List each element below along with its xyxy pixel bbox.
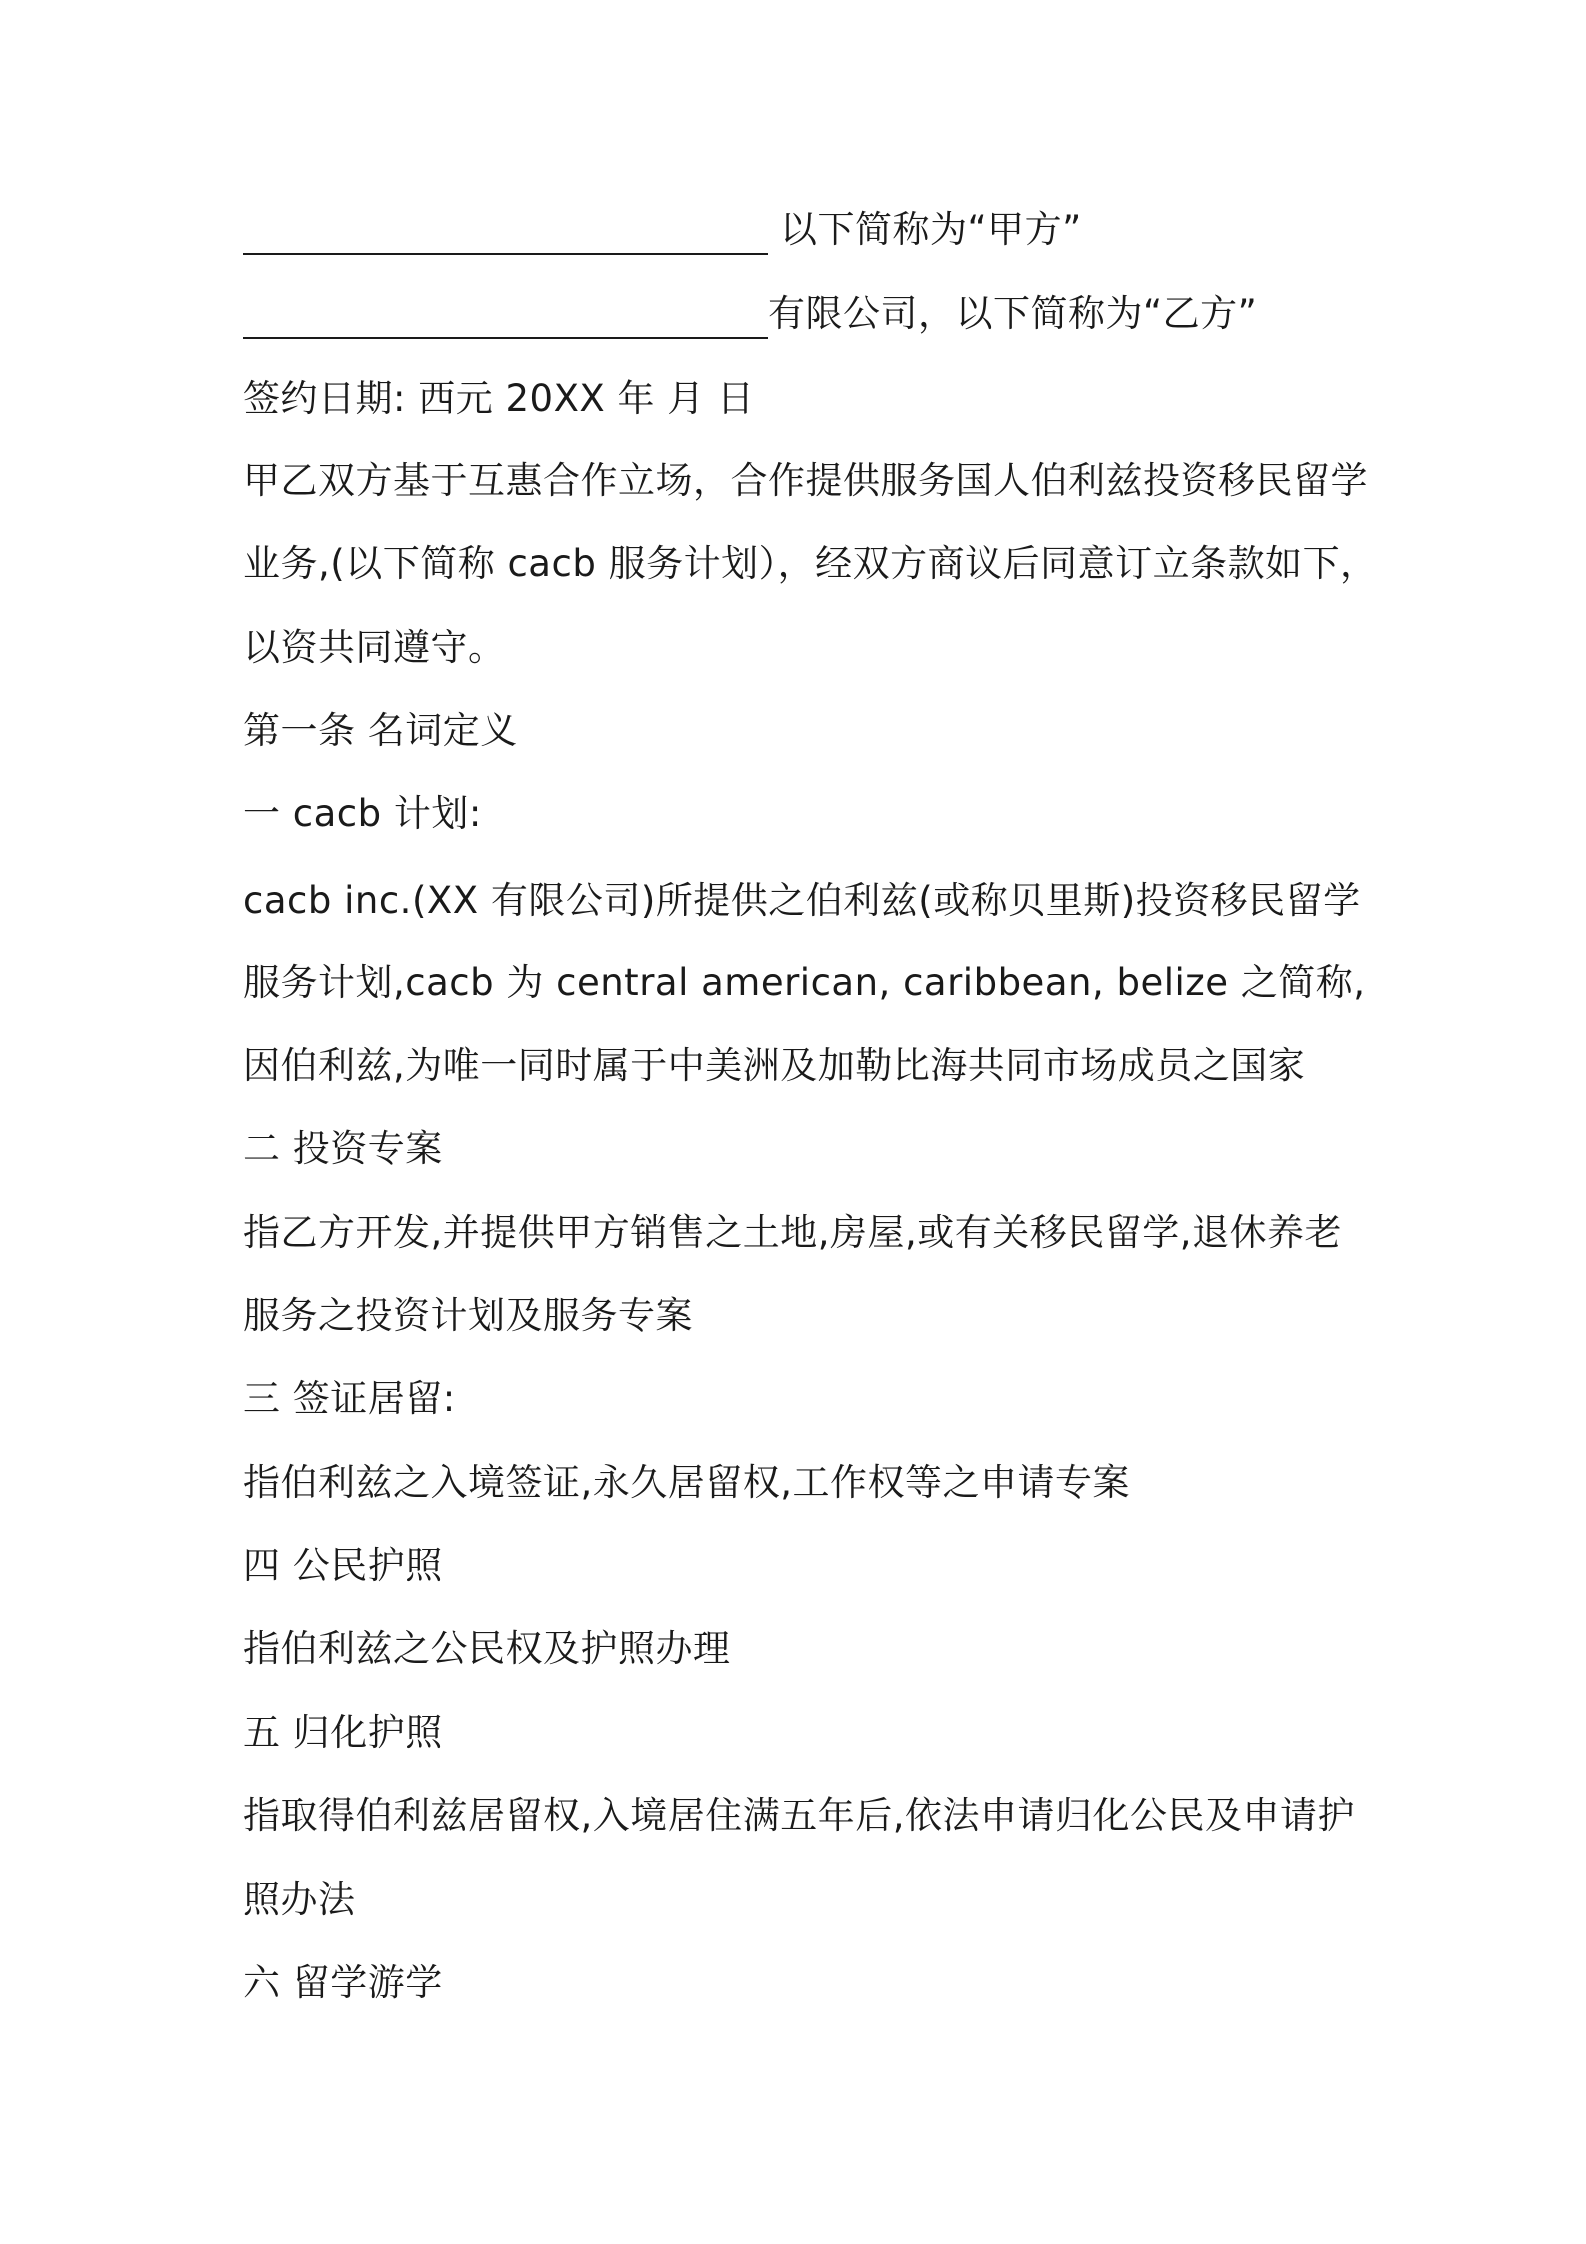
party-a-label: 以下简称为“甲方” [780,208,1082,251]
item-3-line-1: 指伯利兹之入境签证,永久居留权,工作权等之申请专案 [243,1461,1131,1504]
item-2-heading: 二 投资专案 [243,1127,443,1170]
item-1-line-3: 因伯利兹,为唯一同时属于中美洲及加勒比海共同市场成员之国家 [243,1044,1306,1087]
party-b-blank[interactable] [243,297,768,339]
item-1-line-1: cacb inc.(XX 有限公司)所提供之伯利兹(或称贝里斯)投资移民留学 [243,879,1361,922]
item-6-heading: 六 留学游学 [243,1961,443,2004]
item-1-heading: 一 cacb 计划: [243,792,482,835]
intro-line-3: 以资共同遵守。 [243,626,506,669]
item-5-line-1: 指取得伯利兹居留权,入境居住满五年后,依法申请归化公民及申请护 [243,1794,1356,1837]
party-b-line [243,289,1257,339]
item-5-line-2: 照办法 [243,1878,356,1921]
item-4-heading: 四 公民护照 [243,1544,443,1587]
sign-date: 签约日期: 西元 20XX 年 月 日 [243,377,755,420]
intro-line-2: 业务,(以下简称 cacb 服务计划），经双方商议后同意订立条款如下， [243,542,1378,585]
item-3-heading: 三 签证居留: [243,1377,456,1420]
item-1-line-2: 服务计划,cacb 为 central american, caribbean, belize 之简称, [243,961,1366,1004]
party-b-label: 有限公司，以下简称为“乙方” [768,292,1258,335]
article-1-title: 第一条 名词定义 [243,709,518,752]
item-5-heading: 五 归化护照 [243,1711,443,1754]
item-2-line-2: 服务之投资计划及服务专案 [243,1294,693,1337]
item-4-line-1: 指伯利兹之公民权及护照办理 [243,1627,731,1670]
intro-line-1: 甲乙双方基于互惠合作立场，合作提供服务国人伯利兹投资移民留学 [243,459,1368,502]
party-a-line [243,205,1082,255]
party-a-blank[interactable] [243,213,768,255]
item-2-line-1: 指乙方开发,并提供甲方销售之土地,房屋,或有关移民留学,退休养老 [243,1211,1343,1254]
